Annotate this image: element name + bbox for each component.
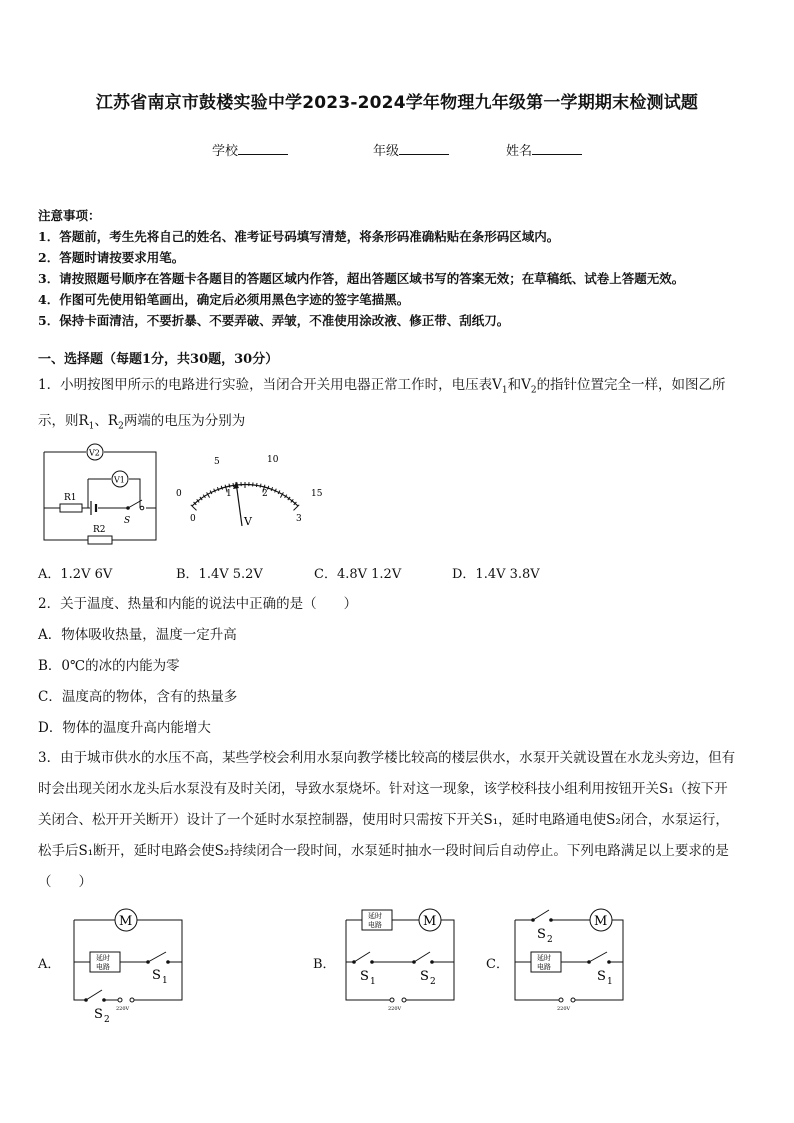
name-label: 姓名 [506, 144, 533, 159]
voltage-label: 220V [557, 1006, 571, 1012]
dial-tick [229, 484, 230, 488]
tick-bottom-3: 3 [296, 514, 302, 524]
label-v2: V2 [89, 448, 100, 458]
q1-sub2: 2 [530, 385, 537, 396]
delay-label-1: 延时 [96, 954, 110, 962]
q1-line2-c: 两端的电压为分别为 [123, 412, 246, 429]
q2-option-a: A．物体吸收热量，温度一定升高 [38, 627, 237, 643]
q3-line5: （ ） [38, 874, 92, 890]
voltage-label: 220V [388, 1006, 402, 1012]
switch-s1-sub: 1 [162, 976, 168, 986]
q2-option-d: D．物体的温度升高内能增大 [38, 720, 211, 736]
q1-line2-sub1: 1 [88, 421, 95, 432]
q1-line2-sub2: 2 [118, 421, 124, 432]
q3-line4: 松手后S₁断开，延时电路会使S₂持续闭合一段时间，水泵延时抽水一段时间后自动停止。下列电路满足以上要求的是 [38, 843, 729, 859]
q1-text-b: 和V [507, 377, 531, 393]
q1-stem [38, 370, 760, 441]
switch-s1-sub: 1 [607, 977, 613, 987]
tick-top-10: 10 [267, 455, 279, 465]
dial-tick [256, 483, 257, 487]
q1-line2 [38, 406, 760, 442]
dial-tick [260, 484, 261, 488]
delay-label-2: 电路 [96, 963, 110, 971]
note-item: 5．保持卡面清洁，不要折暴、不要弄破、弄皱，不准使用涂改液、修正带、刮纸刀。 [38, 313, 510, 328]
tick-bottom-0: 0 [190, 514, 196, 524]
grade-blank [399, 142, 449, 155]
q1-circuit-diagram [38, 440, 163, 545]
dial-tick [233, 483, 234, 487]
q3-circuit-b [336, 900, 466, 1025]
switch-s1-sub: 1 [370, 977, 376, 987]
motor-label: M [594, 914, 608, 929]
grade-label: 年级 [373, 144, 400, 159]
school-blank [238, 142, 288, 155]
page-title: 江苏省南京市鼓楼实验中学2023-2024学年物理九年级第一学期期末检测试题 [95, 93, 699, 113]
q1-sub1: 1 [501, 385, 508, 396]
switch-s2-sub: 2 [104, 1015, 110, 1025]
delay-label-1: 延时 [537, 954, 551, 962]
motor-label: M [423, 914, 437, 929]
q1-line1 [38, 370, 760, 406]
tick-bottom-1: 1 [226, 489, 232, 499]
label-v1: V1 [114, 475, 125, 485]
q3-line1: 3．由于城市供水的水压不高，某些学校会利用水泵向教学楼比较高的楼层供水，水泵开关就设置在水龙头旁边，但有 [38, 750, 736, 766]
q3-option-a-label: A． [38, 957, 61, 972]
notes-block [38, 205, 684, 331]
q1-line2-b: 、R [94, 412, 119, 429]
q3-line2: 时会出现关闭水龙头后水泵没有及时关闭，导致水泵烧坏。针对这一现象，该学校科技小组利用按钮开关S₁（按下开 [38, 781, 728, 797]
q1-option-d: D．1.4V 3.8V [452, 567, 540, 582]
school-field [212, 140, 288, 159]
label-r2: R2 [93, 525, 106, 535]
q2-option-b: B．0℃的冰的内能为零 [38, 658, 180, 674]
q3-line3: 关闭合、松开开关断开）设计了一个延时水泵控制器，使用时只需按下开关S₁，延时电路通电使S₂闭合，水泵运行， [38, 812, 729, 828]
voltage-label: 220V [116, 1006, 130, 1012]
tick-bottom-2: 2 [262, 489, 268, 499]
switch-s1-label: S [360, 969, 369, 984]
switch-s2-sub: 2 [547, 935, 553, 945]
dial-tick [294, 505, 300, 511]
q2-stem: 2．关于温度、热量和内能的说法中正确的是（ ） [38, 596, 358, 612]
dial-tick [271, 487, 273, 491]
q1-voltmeter-dial [170, 448, 330, 533]
q1-text-c: 的指针位置完全一样，如图乙所 [536, 377, 726, 393]
resistor-r2-icon [88, 536, 112, 544]
dial-tick [217, 487, 219, 491]
dial-tick [191, 505, 197, 511]
notes-heading: 注意事项： [38, 208, 101, 223]
name-blank [532, 142, 582, 155]
grade-field [373, 140, 449, 159]
label-s: S [124, 516, 131, 526]
delay-label-1: 延时 [368, 912, 382, 920]
note-item: 1．答题前，考生先将自己的姓名、准考证号码填写清楚，将条形码准确粘贴在条形码区域内。 [38, 229, 560, 244]
name-field [506, 140, 582, 159]
switch-s2-label: S [537, 927, 546, 942]
note-item: 2．答题时请按要求用笔。 [38, 250, 185, 265]
resistor-r1-icon [60, 504, 82, 512]
note-item: 4．作图可先使用铅笔画出，确定后必须用黑色字迹的签字笔描黑。 [38, 292, 410, 307]
q1-line2-a: 示，则R [38, 412, 89, 429]
delay-label-2: 电路 [537, 963, 551, 971]
q3-circuit-a [64, 900, 194, 1025]
q3-option-c-label: C． [486, 957, 509, 972]
q1-option-a: A．1.2V 6V [38, 567, 113, 582]
q2-option-c: C．温度高的物体，含有的热量多 [38, 689, 238, 705]
q1-option-b: B．1.4V 5.2V [176, 567, 263, 582]
switch-s1-label: S [152, 968, 161, 983]
meter-unit: V [244, 515, 252, 528]
q3-stem [38, 743, 760, 898]
tick-top-0: 0 [176, 489, 182, 499]
label-r1: R1 [64, 493, 77, 503]
q1-option-c: C．4.8V 1.2V [314, 567, 402, 582]
q3-circuit-c [505, 900, 635, 1025]
section-heading: 一、选择题（每题1分，共30题，30分） [38, 352, 279, 367]
q3-option-b-label: B． [313, 957, 336, 972]
note-item: 3．请按照题号顺序在答题卡各题目的答题区域内作答，超出答题区域书写的答案无效；在草稿纸、试卷上答题无效。 [38, 271, 685, 286]
school-label: 学校 [212, 144, 239, 159]
q1-text-a: 1．小明按图甲所示的电路进行实验，当闭合开关用电器正常工作时，电压表V [38, 377, 502, 393]
motor-label: M [119, 914, 133, 929]
dial-tick [221, 486, 222, 490]
switch-s2-sub: 2 [430, 977, 436, 987]
delay-label-2: 电路 [368, 921, 382, 929]
meter-needle [236, 482, 242, 526]
tick-top-5: 5 [214, 457, 220, 467]
switch-s2-label: S [94, 1007, 103, 1022]
tick-top-15: 15 [311, 489, 323, 499]
switch-s2-label: S [420, 969, 429, 984]
switch-s1-label: S [597, 969, 606, 984]
